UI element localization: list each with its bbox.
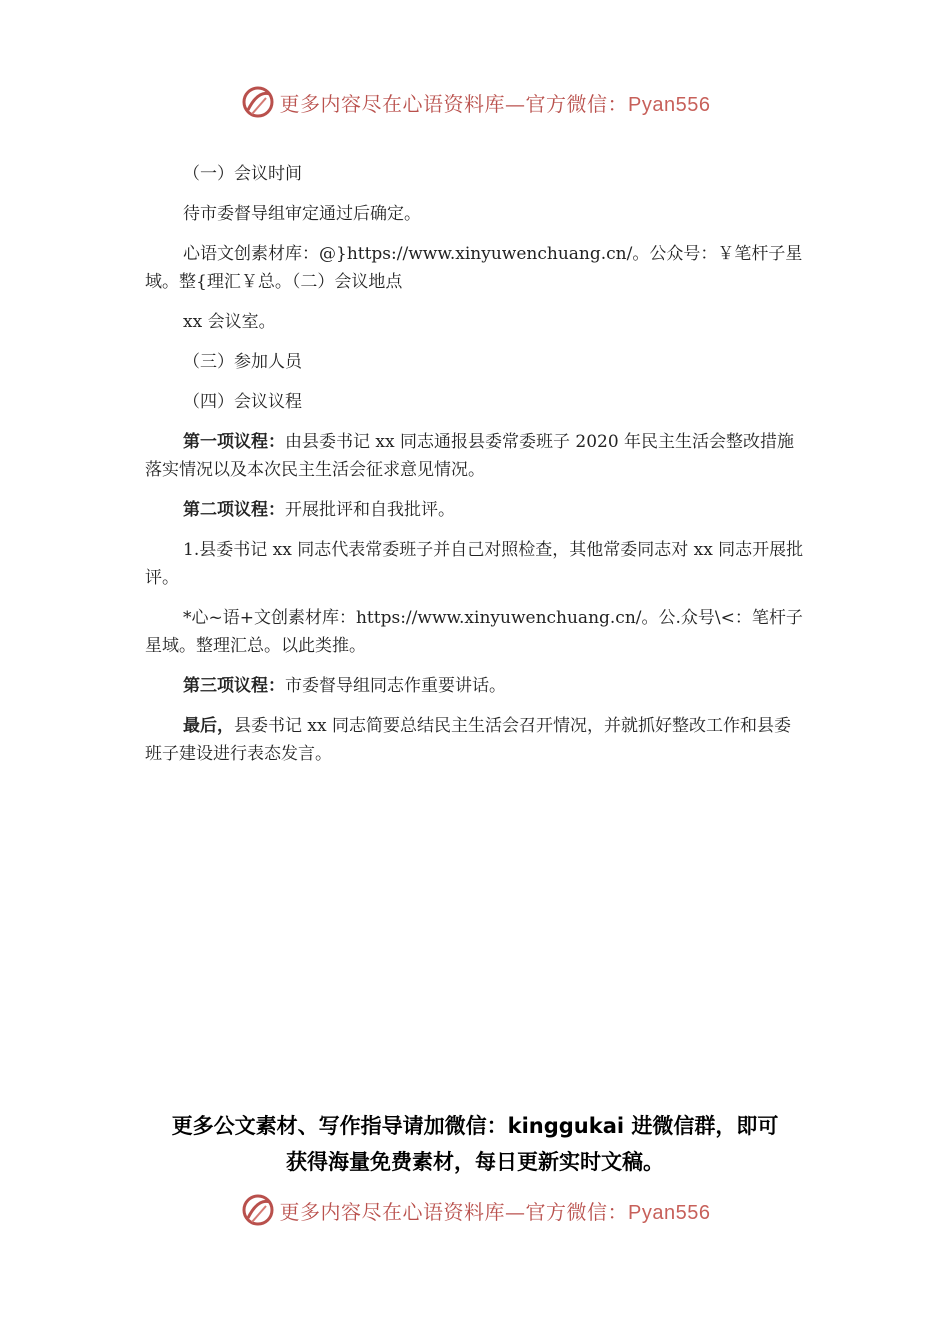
place-text: xx 会议室。 xyxy=(183,312,276,332)
agenda-item-1-label: 第一项议程： xyxy=(183,432,285,452)
logo-icon xyxy=(240,84,276,120)
agenda-item-2: 第二项议程：开展批评和自我批评。 xyxy=(183,500,455,520)
footer-line-2: 获得海量免费素材，每日更新实时文稿。 xyxy=(286,1150,664,1174)
section-heading-agenda: （四）会议议程 xyxy=(183,392,302,412)
banner-text: 更多内容尽在心语资料库—官方微信：Pyan556 xyxy=(279,1199,711,1224)
watermark-text-1: 心语文创素材库：@}https://www.xinyuwenchuang.cn/。公众号：￥笔杆子星域。整{理汇￥总。（二）会议地点 xyxy=(145,244,803,292)
section-heading-attendees: （三）参加人员 xyxy=(183,352,302,372)
footer-note xyxy=(0,1108,950,1180)
final-item: 最后，县委书记 xx 同志简要总结民主生活会召开情况，并就抓好整改工作和县委班子建设进行表态发言。 xyxy=(145,716,791,764)
banner-wechat-id: Pyan556 xyxy=(628,1201,711,1224)
agenda-item-3: 第三项议程：市委督导组同志作重要讲话。 xyxy=(183,676,506,696)
agenda-item-3-label: 第三项议程： xyxy=(183,676,285,696)
section-heading-time: （一）会议时间 xyxy=(183,164,302,184)
logo-icon xyxy=(240,1192,276,1228)
banner-wechat-id: Pyan556 xyxy=(628,93,711,116)
document-body xyxy=(145,160,807,780)
footer-banner xyxy=(0,1192,950,1228)
agenda-item-1: 第一项议程：由县委书记 xx 同志通报县委常委班子 2020 年民主生活会整改措施落实情况以及本次民主生活会征求意见情况。 xyxy=(145,432,795,480)
time-text: 待市委督导组审定通过后确定。 xyxy=(183,204,421,224)
agenda-item-2-sub: 1.县委书记 xx 同志代表常委班子并自己对照检查，其他常委同志对 xx 同志开展批评。 xyxy=(145,540,804,588)
agenda-item-2-label: 第二项议程： xyxy=(183,500,285,520)
footer-line-1: 更多公文素材、写作指导请加微信：kinggukai 进微信群，即可 xyxy=(171,1114,779,1138)
watermark-text-2: *心~语+文创素材库：https://www.xinyuwenchuang.cn/。公.众号\<：笔杆子星域。整理汇总。以此类推。 xyxy=(145,608,803,656)
header-banner xyxy=(0,84,950,120)
banner-text: 更多内容尽在心语资料库—官方微信：Pyan556 xyxy=(279,91,711,116)
final-label: 最后， xyxy=(183,716,234,736)
